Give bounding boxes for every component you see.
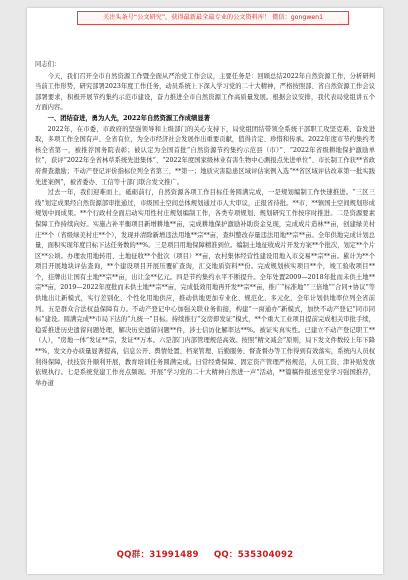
paragraph-text: 今天，我们召开全市自然资源工作暨全面从严治党工作会议，主要任务是：回顾总结2022年自然资源工作，分析研判当前工作形势，研究部署2023年度工作任务，动员系统上下深入学习党的二十大精神，严格按照部、省自然资源工作会议部署要求，积极开展节约集约示范市建设，奋力推进全市自然资源工作高质量发展。根据会议安排，我代表局党组讲五个方面内容。 <box>35 72 375 112</box>
paragraph-intro <box>35 72 375 114</box>
qq-number: QQ：535304092 <box>213 550 294 560</box>
promo-banner[interactable]: 关注头条号“公文研究”，获得最新最全最专业的公文资料库！ 微信：gongwen1 <box>77 11 349 25</box>
section-heading <box>35 114 375 125</box>
paragraph-achievements <box>35 125 375 189</box>
greeting: 同志们： <box>35 61 61 68</box>
document-page <box>27 8 383 574</box>
document-body <box>35 60 375 389</box>
paragraph-work-items <box>35 188 375 389</box>
paragraph-text: 2022年，在市委、市政府的坚强领导和上级部门的关心支持下，局党组团结带领全系统干部职工攻坚克难、奋发进取，多项工作全国有声、全省有位，为全市经济社会发展作出重要贡献，值得肯定、珍惜和传承。2022年度市节约集约考核全省第一，被推荐国务院表彰；被认定为全国首批“自然资源节约集约示范县（市）”、“2022年省级耕地保护激励单位”，获评“2022年全省林草系统先进集体”、“2022年度国家级林业有害生物中心测报点先进单位”、市长制工作获**省政府督查激励；不动产登记评价指标位列全省第三、**第一；地质灾害隐患区域评估案例入选“**省区域评估改革第一批实践先进案例”，被省委办、工信等十部门联合发文推广。 <box>35 125 375 186</box>
paragraph-text: 过去一年，我们迎难而上，砥砺前行，自然资源各项工作目标任务圆满完成，一是规划编制工作快速推进。“三区三线”划定成果经自然资源部审批通过，市级国土空间总体规划通过市人大审议，正报省待批。**市、**镇国土空间规划形成规划中间成果。**个行政村全面启动实用性村庄规划编制工作，各类专项规划、规划研究工作按序时推进。二是资源要素保障工作持续向好。实施占补平衡项目新增耕地**亩，完成耕地保护激励补助资金兑现，完成成片造林**亩，创建绿美村庄**个（省级绿美村庄**个），发现并清除新增违法用地**宗**亩，查纠整改存量违法用地**宗**亩。全年供地完成计划总量，面积实现年度目标下达任务数的**%。三是项目用地保障精准到位。编制土地征收成片开发方案**个批次，划定**个片区**公顷。办理农用地转用、土地征收**个批次（项目）**亩，农村集体经营性建设用地入市交易**宗**亩。累计为**个项目开展地块评估查询，**个建设项目开展压覆矿查询，汇交地质资料**份。完成规划核实项目**个，竣工验收项目**个，挂牌出让国有土地**宗**亩，出让金**亿元。四是节约集约水平不断提升。全年处置2009—2018年批而未供土地**宗**亩，2019—2022年度批而未供土地**宗**亩，完成低效用地再开发**宗**亩，推广“标准地”“三倍地”“合同+协议”等供地出让新模式，实行差别化、个性化用地供应，推动供地更加专业化、规范化、多元化，全年计划供地率位列全省前列。五是群众合法权益保障有力。不动产登记中心加强关联业务衔接，构建“一窗通办”新模式，加快不动产登记“同市同标”建设。圆满完成**市局下达的“九统一”目标。持续推行“交房即发证”模式，**个重大工业项目提前完成相关审批手续，稳妥推进历史遗留问题处理，解决历史遗留问题**件，涉士信访化解率达**%。被证实真实性。已建立不动产登记职工**（人），“房地一体”发证**宗，发证**万本。六是部门内部管理规范高效。按照“精文减会”原则，局下发文件数较上年下降**%，发文办办质量显著提高，信息公开、舆情处置、档案管理、后勤服务、督查督办等工作得到有效落实，系统内人员权利得保障，扶技资升顺利开展，教育培训任务圆满完成。日常经费保障、固定资产管理严格规范，人员工资、津补贴发放依规执行。七是系统党建工作亮点频现。开展“学习党的二十大精神自然进一声”活动，**篇稿件报送至党学习强国推荐，举办道 <box>35 189 376 387</box>
qq-group-number: QQ群：31991489 <box>116 550 199 560</box>
contact-footer <box>27 548 383 560</box>
section-heading-text: 一、团结奋进，勇为人先，2022年自然资源工作成绩显著 <box>47 114 210 122</box>
